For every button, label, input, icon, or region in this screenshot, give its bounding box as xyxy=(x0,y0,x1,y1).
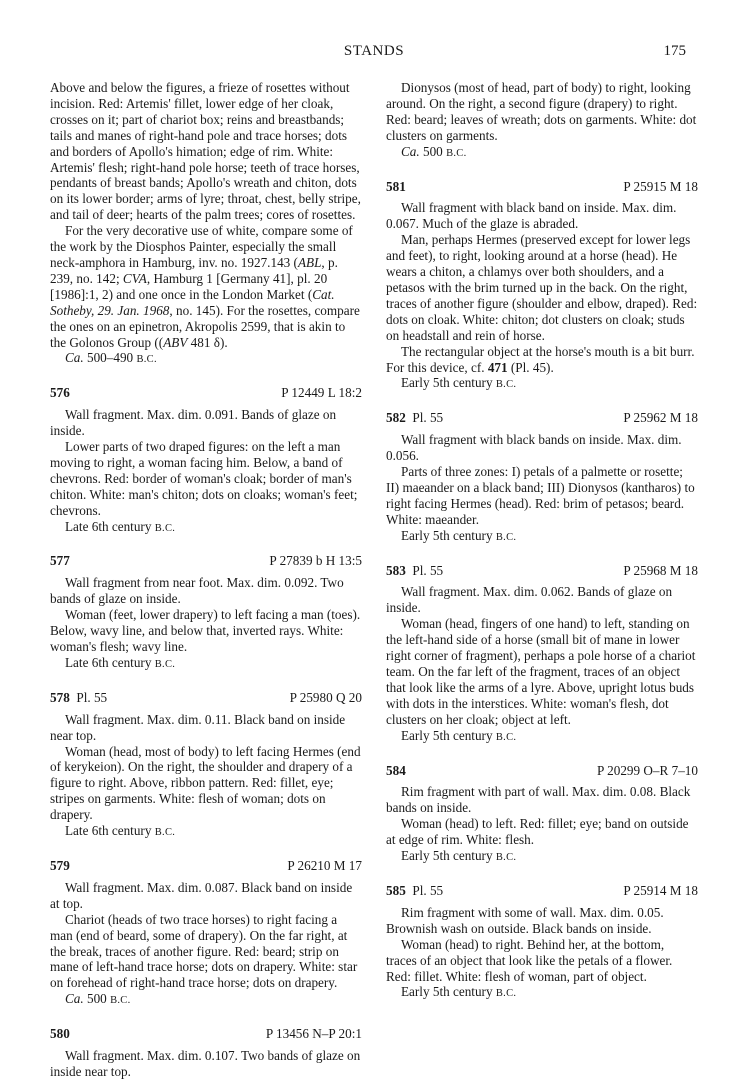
entry-description: Wall fragment. Max. dim. 0.11. Black band on inside near top. xyxy=(50,711,346,743)
date-line: Early 5th century B.C. xyxy=(401,848,517,864)
date-line: Ca. 500 B.C. xyxy=(65,991,131,1007)
entry-body: Parts of three zones: I) petals of a palmette or rosette; II) maeander on a black band; III) Dionysos (kantharos) to right facing Hermes (head). Red: brim of petasos; beard. White: maeander. xyxy=(386,464,695,527)
right-column xyxy=(386,80,698,1002)
entry-number: 579 xyxy=(50,857,70,873)
inventory-number: P 25962 M 18 xyxy=(623,410,698,426)
catalogue-entry-579 xyxy=(50,858,362,1009)
inventory-number: P 12449 L 18:2 xyxy=(281,385,362,401)
page-number: 175 xyxy=(663,43,686,59)
entry-number: 582 xyxy=(386,410,406,426)
inventory-number: P 25915 M 18 xyxy=(623,178,698,194)
entry-description: Wall fragment with black band on inside. Max. dim. 0.067. Much of the glaze is abraded. xyxy=(386,200,677,232)
catalogue-entry-581 xyxy=(386,179,698,394)
date-line: Early 5th century B.C. xyxy=(401,727,517,743)
date-line: Ca. 500 B.C. xyxy=(401,143,467,159)
catalogue-entry-577 xyxy=(50,553,362,672)
entry-number: 578 xyxy=(50,689,70,705)
inventory-number: P 13456 N–P 20:1 xyxy=(265,1026,362,1042)
catalogue-entry-584 xyxy=(386,763,698,866)
inventory-number: P 25980 Q 20 xyxy=(289,689,362,705)
entry-body: Woman (head) to right. Behind her, at the bottom, traces of an object that look like the petals of a flower. Red: fillet. White: flesh of woman, part of object. xyxy=(386,936,673,984)
plate-reference: Pl. 55 xyxy=(76,689,108,705)
entry-number: 576 xyxy=(50,385,70,401)
catalogue-entry-576 xyxy=(50,385,362,536)
date-line: Late 6th century B.C. xyxy=(65,518,176,534)
entry-note: The rectangular object at the horse's mouth is a bit burr. For this device, cf. 471 (Pl. 45). xyxy=(386,343,695,375)
entry-description: Wall fragment. Max. dim. 0.107. Two bands of glaze on inside near top. xyxy=(50,1048,361,1079)
inventory-number: P 25968 M 18 xyxy=(623,562,698,578)
date-line: Late 6th century B.C. xyxy=(65,654,176,670)
date-line: Early 5th century B.C. xyxy=(401,527,517,543)
entry-description: Rim fragment with some of wall. Max. dim. 0.05. Brownish wash on outside. Black bands on inside. xyxy=(386,904,664,936)
date-line: Early 5th century B.C. xyxy=(401,375,517,391)
catalogue-entry-580 xyxy=(50,1026,362,1080)
entry-body-continued: Dionysos (most of head, part of body) to right, looking around. On the right, a second figure (drapery) to right. Red: beard; leaves of wreath; dots on garments. White: dot clusters on garments. xyxy=(386,80,697,143)
date-line: Early 5th century B.C. xyxy=(401,984,517,1000)
comparison-paragraph: For the very decorative use of white, compare some of the work by the Diosphos Painter, especially the small neck-amphora in Hamburg, inv. no. 1927.143 (ABL, p. 239, no. 142; CVA, Hamburg 1 [Germany 41], pl. 20 [1986]:1, 2) and one once in the London Market (Cat. Sotheby, 29. Jan. 1968, no. 145). For the rosettes, compare the ones on an epinetron, Akropolis 2599, that is akin to the Golonos Group ((ABV 481 δ). xyxy=(50,223,360,350)
entry-description: Wall fragment from near foot. Max. dim. 0.092. Two bands of glaze on inside. xyxy=(50,575,344,607)
entry-body: Woman (head, most of body) to left facing Hermes (end of kerykeion). On the right, the shoulder and drapery of a figure to right. Above, ribbon pattern. Red: fillet, eye; stripes on garments. White: flesh of woman; dots on drapery. xyxy=(50,743,361,823)
entry-description: Rim fragment with part of wall. Max. dim. 0.08. Black bands on inside. xyxy=(386,784,691,816)
plate-reference: Pl. 55 xyxy=(412,562,444,578)
running-header: STANDS xyxy=(343,43,405,59)
entry-body: Woman (head) to left. Red: fillet; eye; band on outside at edge of rim. White: flesh. xyxy=(386,816,689,848)
catalogue-entry-585 xyxy=(386,883,698,1002)
date-line: Late 6th century B.C. xyxy=(65,823,176,839)
cross-reference: 471 xyxy=(487,359,508,375)
intro-paragraph: Above and below the figures, a frieze of rosettes without incision. Red: Artemis' fillet, lower edge of her cloak, crosses on it; part of chariot box; reins and breastbands; tails and manes of right-hand pole and trace horses; dots and borders of Apollo's himation; edge of rim. White: Artemis' flesh; right-hand pole horse; teeth of trace horses, pendants of breast bands; Apollo's wreath and chiton, dots on its lower border; arms of lyre; throat, chest, belly stripe, and tail of deer; hearts of the palm trees; cores of rosettes. xyxy=(50,80,361,223)
inventory-number: P 20299 O–R 7–10 xyxy=(597,762,698,778)
entry-body: Chariot (heads of two trace horses) to right facing a man (end of beard, some of drapery). On the far right, at the break, traces of another figure. Red: beard; strip on mane of left-hand trace horse; dots on drapery. White: star on forehead of right-hand trace horse; dots on drapery. xyxy=(50,911,358,991)
inventory-number: P 26210 M 17 xyxy=(287,857,362,873)
entry-description: Wall fragment. Max. dim. 0.062. Bands of glaze on inside. xyxy=(386,584,673,616)
entry-description: Wall fragment. Max. dim. 0.087. Black band on inside at top. xyxy=(50,879,353,911)
catalogue-entry-582 xyxy=(386,410,698,545)
entry-description: Wall fragment. Max. dim. 0.091. Bands of glaze on inside. xyxy=(50,407,337,439)
entry-number: 577 xyxy=(50,553,70,569)
entry-number: 584 xyxy=(386,762,406,778)
plate-reference: Pl. 55 xyxy=(412,410,444,426)
date-line: Ca. 500–490 B.C. xyxy=(65,350,157,366)
left-column xyxy=(50,80,362,1080)
entry-body: Lower parts of two draped figures: on the left a man moving to right, a woman facing him. Below, a band of chevrons. Red: border of woman's cloak; border of man's chiton. White: man's chiton; dots on cloaks; woman's feet; chevrons. xyxy=(50,439,358,518)
entry-body: Woman (head, fingers of one hand) to left, standing on the left-hand side of a horse (small bit of mane in lower right corner of fragment), perhaps a pole horse of a chariot team. On the far left of the fragment, traces of an object that look like the arms of a lyre. Above, upright lotus buds with dots in the interstices. White: woman's flesh, dot clusters on her cloak; object at left. xyxy=(386,616,696,727)
inventory-number: P 27839 b H 13:5 xyxy=(269,553,362,569)
entry-number: 583 xyxy=(386,562,406,578)
entry-number: 580 xyxy=(50,1026,70,1042)
entry-number: 581 xyxy=(386,178,406,194)
catalogue-entry-583 xyxy=(386,563,698,746)
entry-number: 585 xyxy=(386,882,406,898)
entry-body: Woman (feet, lower drapery) to left facing a man (toes). Below, wavy line, and below that, inverted rays. White: woman's flesh; wavy line. xyxy=(50,607,361,654)
plate-reference: Pl. 55 xyxy=(412,882,444,898)
catalogue-entry-578 xyxy=(50,690,362,841)
inventory-number: P 25914 M 18 xyxy=(623,882,698,898)
entry-body: Man, perhaps Hermes (preserved except for lower legs and feet), to right, looking around at a horse (head). He wears a chiton, a chlamys over both shoulders, and a petasos with the brim turned up in the back. On the right, traces of another figure (shoulder and elbow, draped). Red: dots on cloak. White: chiton; dot clusters on cloak; studs on headstall and rein of horse. xyxy=(386,232,698,343)
entry-description: Wall fragment with black bands on inside. Max. dim. 0.056. xyxy=(386,432,682,464)
